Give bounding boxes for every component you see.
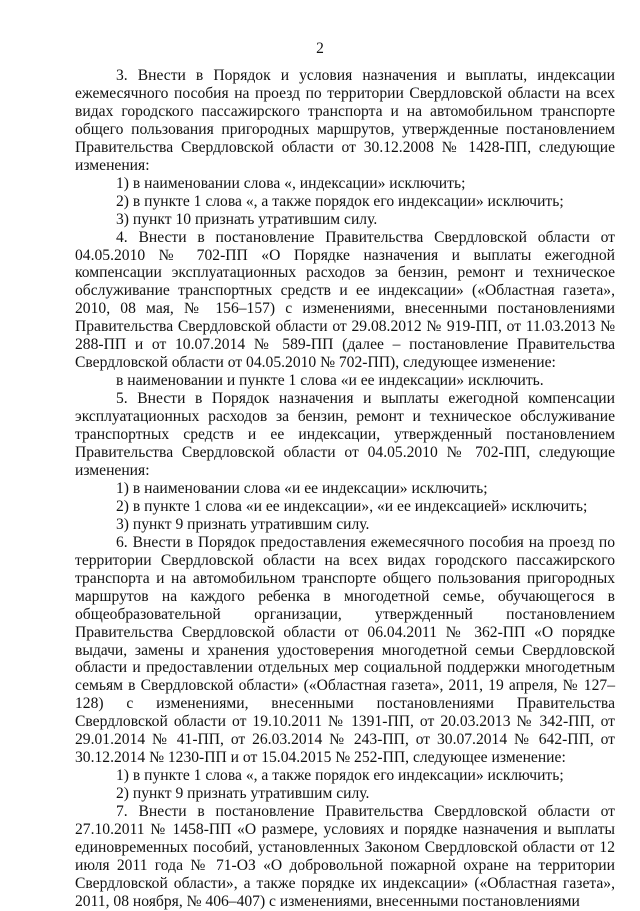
paragraph-item-3: 3. Внести в Порядок и условия назначения и выплаты, индексации ежемесячного пособия на проезд по территории Свердловской области на всех видах городского пассажирского транспорта и на автомобильном транспорте общего пользования пригородных маршрутов, утвержденные постановлением Правительства Свердловской области от 30.12.2008 № 1428-ПП, следующие изменения:: [75, 67, 615, 174]
list-item: 2) в пункте 1 слова «, а также порядок его индексации» исключить;: [116, 192, 564, 210]
list-item: в наименовании и пункте 1 слова «и ее индексации» исключить.: [116, 372, 544, 390]
paragraph-item-4: 4. Внести в постановление Правительства Свердловской области от 04.05.2010 № 702-ПП «О Порядке назначения и выплаты ежегодной компенсации эксплуатационных расходов за бензин, ремонт и техническое обслуживание транспортных средств и ее индексации» («Областная газета», 2010, 08 мая, № 156–157) с изменениями, внесенными постановлениями Правительства Свердловской области от 29.08.2012 № 919-ПП, от 11.03.2013 № 288-ПП и от 10.07.2014 № 589-ПП (далее – постановление Правительства Свердловской области от 04.05.2010 № 702-ПП), следующее изменение:: [75, 228, 615, 372]
list-item: 1) в наименовании слова «, индексации» исключить;: [116, 174, 466, 192]
paragraph-item-5: 5. Внести в Порядок назначения и выплаты ежегодной компенсации эксплуатационных расходов за бензин, ремонт и техническое обслуживание транспортных средств и ее индексации, утвержденный постановлением Правительства Свердловской области от 04.05.2010 № 702-ПП, следующие изменения:: [75, 390, 615, 479]
list-item: 3) пункт 9 признать утратившим силу.: [116, 515, 370, 533]
list-item: 1) в пункте 1 слова «, а также порядок его индексации» исключить;: [116, 767, 564, 785]
list-item: 2) пункт 9 признать утратившим силу.: [116, 785, 370, 803]
list-item: 2) в пункте 1 слова «и ее индексации», «и ее индексацией» исключить;: [116, 497, 588, 515]
paragraph-item-6: 6. Внести в Порядок предоставления ежемесячного пособия на проезд по территории Свердловской области на всех видах городского пассажирского транспорта и на автомобильном транспорте общего пользования пригородных маршрутов на каждого ребенка в многодетной семье, обучающегося в общеобразовательной организации, утвержденный постановлением Правительства Свердловской области от 06.04.2011 № 362-ПП «О порядке выдачи, замены и хранения удостоверения многодетной семьи Свердловской области и предоставлении отдельных мер социальной поддержки многодетным семьям в Свердловской области» («Областная газета», 2011, 19 апреля, № 127–128) с изменениями, внесенными постановлениями Правительства Свердловской области от 19.10.2011 № 1391-ПП, от 20.03.2013 № 342-ПП, от 29.01.2014 № 41-ПП, от 26.03.2014 № 243-ПП, от 30.07.2014 № 642-ПП, от 30.12.2014 № 1230-ПП и от 15.04.2015 № 252-ПП, следующее изменение:: [75, 533, 615, 767]
list-item: 3) пункт 10 признать утратившим силу.: [116, 210, 378, 228]
list-item: 1) в наименовании слова «и ее индексации» исключить;: [116, 479, 488, 497]
document-body: [75, 67, 615, 911]
paragraph-item-7: 7. Внести в постановление Правительства Свердловской области от 27.10.2011 № 1458-ПП «О размере, условиях и порядке назначения и выплаты единовременных пособий, установленных Законом Свердловской области от 12 июля 2011 года № 71-ОЗ «О добровольной пожарной охране на территории Свердловской области», а также порядке их индексации» («Областная газета», 2011, 08 ноября, № 406–407) с изменениями, внесенными постановлениями: [75, 803, 615, 910]
page-number: 2: [316, 40, 324, 57]
